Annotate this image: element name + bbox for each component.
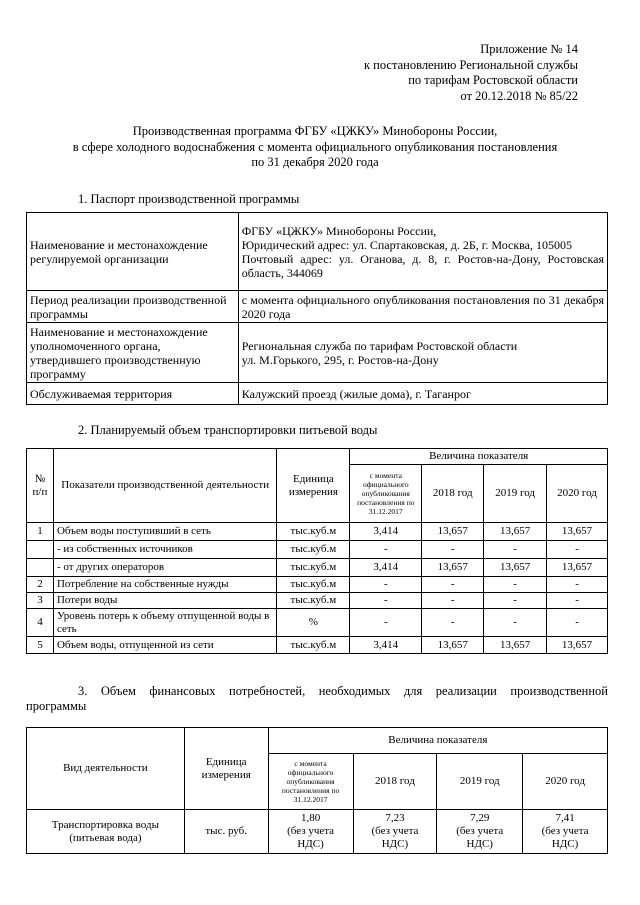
col-header-2020: 2020 год [523,754,608,810]
cell-activity: Транспортировка воды (питьевая вода) [27,810,185,854]
cell-unit: тыс.куб.м [277,523,350,541]
appendix-line: от 20.12.2018 № 85/22 [460,88,578,103]
cell-num: 4 [27,609,54,637]
cell-name: Уровень потерь к объему отпущенной воды в сеть [53,609,276,637]
cell-value: - [484,609,547,637]
table-row [27,291,608,323]
financial-needs-table [26,727,608,854]
col-header-2018: 2018 год [422,465,484,523]
table-row [27,523,608,541]
cell-note: НДС) [551,838,579,850]
col-header-2019: 2019 год [484,465,547,523]
table-row [27,637,608,654]
cell-unit: тыс.куб.м [277,593,350,609]
cell-value [268,810,353,854]
cell-note: (без учета [371,825,419,837]
col-header-from-pub: с момента официального опубликования постановления по 31.12.2017 [268,754,353,810]
col-header-indicator: Показатели производственной деятельности [53,449,276,523]
section2-heading: 2. Планируемый объем транспортировки питьевой воды [78,423,378,437]
passport-value [238,323,607,383]
table-row [27,593,608,609]
cell-note: НДС) [466,838,493,850]
cell-amount: 7,29 [470,812,490,824]
col-header-from-pub: с момента официального опубликования постановления по 31.12.2017 [350,465,422,523]
title-line: Производственная программа ФГБУ «ЦЖКУ» Минобороны России, [132,124,498,138]
passport-label: Обслуживаемая территория [27,383,239,405]
passport-value: с момента официального опубликования постановления по 31 декабря 2020 года [238,291,607,323]
cell-amount: 7,23 [385,812,405,824]
appendix-line: по тарифам Ростовской области [408,73,578,87]
water-volume-table [26,448,608,654]
col-header-value: Величина показателя [350,449,608,465]
cell-num [27,559,54,577]
cell-name: - из собственных источников [53,541,276,559]
col-header-unit: Единица измерения [184,728,268,810]
table-row [27,810,608,854]
col-header-2019: 2019 год [437,754,523,810]
title-line: в сфере холодного водоснабжения с момента официального опубликования постановления [72,139,558,154]
cell-value: 13,657 [422,637,484,654]
cell-unit: тыс.куб.м [277,559,350,577]
section3-heading-line: 3. Объем финансовых потребностей, необходимых для реализации производственной [78,684,608,698]
col-header-2020: 2020 год [547,465,608,523]
cell-value: - [547,577,608,593]
section3-heading [26,684,608,699]
table-row [27,577,608,593]
cell-value: - [422,593,484,609]
col-header-unit: Единица измерения [277,449,350,523]
cell-value: 3,414 [350,523,422,541]
cell-value: - [350,593,422,609]
cell-value [523,810,608,854]
appendix-line: Приложение № 14 [480,42,578,56]
table-row [27,541,608,559]
passport-value-line: ФГБУ «ЦЖКУ» Минобороны России, [241,223,437,238]
cell-name: Объем воды поступивший в сеть [53,523,276,541]
cell-value: 13,657 [547,559,608,577]
cell-value: 13,657 [547,637,608,654]
cell-unit: % [277,609,350,637]
section1-heading: 1. Паспорт производственной программы [78,192,300,206]
cell-amount: 1,80 [300,812,321,824]
cell-value: 13,657 [484,559,547,577]
cell-value: - [547,593,608,609]
passport-table [26,212,608,405]
cell-note: НДС) [297,838,324,850]
cell-note: (без учета [287,825,335,837]
table-header-row [27,728,608,754]
cell-num: 2 [27,577,54,593]
cell-value: - [484,541,547,559]
cell-value: 13,657 [422,523,484,541]
table-row [27,559,608,577]
cell-note: (без учета [541,825,589,837]
appendix-header [364,42,578,104]
passport-label: Наименование и местонахождение уполномоченного органа, утвердившего производственную программу [27,323,239,383]
cell-value: - [547,541,608,559]
cell-note: НДС) [381,838,409,850]
table-row [27,323,608,383]
cell-num: 3 [27,593,54,609]
cell-value [437,810,523,854]
cell-unit: тыс.куб.м [277,577,350,593]
cell-value [353,810,437,854]
cell-value: 3,414 [350,637,422,654]
col-header-activity: Вид деятельности [27,728,185,810]
table-row [27,609,608,637]
cell-value: 3,414 [350,559,422,577]
cell-unit: тыс.куб.м [277,541,350,559]
cell-name: Потери воды [53,593,276,609]
cell-value: - [422,541,484,559]
passport-label: Наименование и местонахождение регулируемой организации [27,213,239,291]
cell-unit: тыс.куб.м [277,637,350,654]
passport-value-line: Юридический адрес: ул. Спартаковская, д. 2Б, г. Москва, 105005 [241,237,573,252]
table-row [27,213,608,291]
cell-unit: тыс. руб. [184,810,268,854]
cell-name: - от других операторов [53,559,276,577]
cell-value: - [350,577,422,593]
passport-value: Калужский проезд (жилые дома), г. Таганрог [238,383,607,405]
cell-name: Потребление на собственные нужды [53,577,276,593]
passport-label: Период реализации производственной программы [27,291,239,323]
cell-value: 13,657 [484,637,547,654]
cell-value: 13,657 [484,523,547,541]
table-row [27,383,608,405]
title-line: по 31 декабря 2020 года [251,155,379,169]
col-header-value: Величина показателя [268,728,607,754]
section3-heading-cont: программы [26,699,87,713]
passport-value-line: ул. М.Горького, 295, г. Ростов-на-Дону [241,352,439,367]
document-title [40,124,590,171]
cell-value: 13,657 [547,523,608,541]
cell-value: - [422,609,484,637]
cell-note: (без учета [456,825,504,837]
cell-num: 1 [27,523,54,541]
cell-value: - [350,541,422,559]
cell-value: - [484,593,547,609]
col-header-num: № п/п [27,449,54,523]
cell-amount: 7,41 [555,812,575,824]
appendix-line: к постановлению Региональной службы [363,57,578,72]
cell-name: Объем воды, отпущенной из сети [53,637,276,654]
cell-value: 13,657 [422,559,484,577]
table-header-row [27,449,608,465]
passport-value [238,213,607,291]
passport-value-line: Региональная служба по тарифам Ростовской области [241,338,518,353]
cell-num [27,541,54,559]
passport-value-line: Почтовый адрес: ул. Оганова, д. 8, г. Ростов-на-Дону, Ростовская область, 344069 [241,251,604,280]
cell-value: - [422,577,484,593]
cell-value: - [547,609,608,637]
cell-value: - [350,609,422,637]
cell-num: 5 [27,637,54,654]
col-header-2018: 2018 год [353,754,437,810]
cell-value: - [484,577,547,593]
